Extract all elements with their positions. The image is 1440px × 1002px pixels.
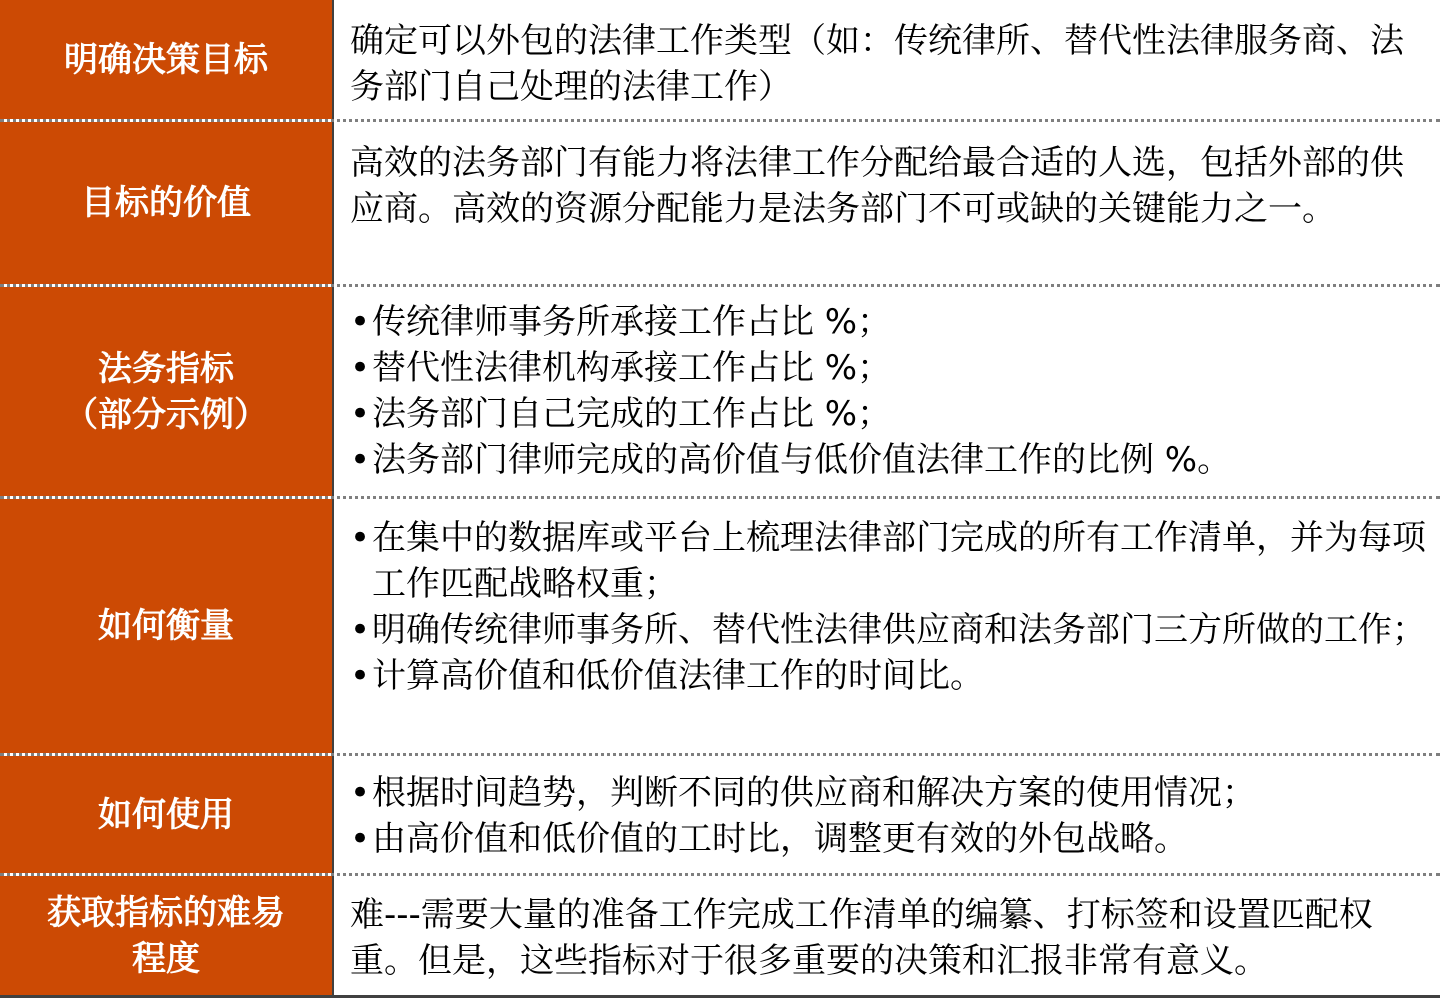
list-item-text: 明确传统律师事务所、替代性法律供应商和法务部门三方所做的工作； [372, 610, 1426, 650]
list-item [350, 770, 1426, 816]
bullet-icon: • [350, 610, 371, 650]
list-item-text: 替代性法律机构承接工作占比 %； [372, 348, 892, 388]
row-legal-metrics [0, 287, 1440, 499]
row-text: 确定可以外包的法律工作类型（如：传统律所、替代性法律服务商、法务部门自己处理的法律工作） [350, 21, 1404, 107]
bullet-icon: • [350, 819, 371, 859]
row-label [0, 876, 332, 995]
bullet-icon: • [350, 518, 371, 558]
row-label [0, 0, 332, 119]
list-item-text: 计算高价值和低价值法律工作的时间比。 [372, 656, 984, 696]
list-item [350, 607, 1426, 653]
bullet-icon: • [350, 440, 371, 480]
list-item-text: 在集中的数据库或平台上梳理法律部门完成的所有工作清单，并为每项工作匹配战略权重； [372, 518, 1426, 604]
bullet-icon: • [350, 348, 371, 388]
bullet-list [350, 770, 1426, 862]
row-text: 高效的法务部门有能力将法律工作分配给最合适的人选，包括外部的供应商。高效的资源分配能力是法务部门不可或缺的关键能力之一。 [350, 143, 1404, 229]
row-label-text: 法务指标 [98, 348, 234, 389]
row-label-text: （部分示例） [64, 394, 268, 435]
bullet-icon: • [350, 773, 371, 813]
row-goal-value [0, 122, 1440, 287]
list-item-text: 根据时间趋势，判断不同的供应商和解决方案的使用情况； [372, 773, 1256, 813]
bullet-icon: • [350, 394, 371, 434]
list-item [350, 437, 1426, 483]
list-item-text: 由高价值和低价值的工时比，调整更有效的外包战略。 [372, 819, 1188, 859]
list-item [350, 299, 1426, 345]
row-text: 难---需要大量的准备工作完成工作清单的编纂、打标签和设置匹配权重。但是，这些指标对于很多重要的决策和汇报非常有意义。 [350, 895, 1373, 981]
row-content [332, 876, 1440, 995]
row-decision-goal [0, 0, 1440, 122]
bullet-icon: • [350, 656, 371, 696]
row-label-text: 目标的价值 [81, 183, 251, 223]
row-label-text: 如何衡量 [98, 606, 234, 646]
list-item [350, 345, 1426, 391]
row-label-text: 获取指标的难易 [47, 892, 285, 933]
bullet-icon: • [350, 302, 371, 342]
list-item-text: 法务部门自己完成的工作占比 %； [372, 394, 892, 434]
row-label-text: 如何使用 [98, 794, 234, 835]
list-item [350, 391, 1426, 437]
row-label [0, 756, 332, 873]
row-content [332, 499, 1440, 753]
row-content [332, 287, 1440, 496]
row-difficulty [0, 876, 1440, 998]
row-how-to-measure [0, 499, 1440, 756]
list-item [350, 653, 1426, 699]
row-how-to-use [0, 756, 1440, 876]
list-item-text: 法务部门律师完成的高价值与低价值法律工作的比例 %。 [372, 440, 1232, 480]
row-content [332, 122, 1440, 284]
list-item-text: 传统律师事务所承接工作占比 %； [372, 302, 892, 342]
row-label-text: 程度 [132, 938, 200, 979]
row-label [0, 287, 332, 496]
bullet-list [350, 299, 1426, 483]
bullet-list [350, 515, 1426, 699]
row-content [332, 756, 1440, 873]
row-label-text: 明确决策目标 [64, 39, 268, 80]
row-label [0, 122, 332, 284]
row-label [0, 499, 332, 753]
list-item [350, 515, 1426, 607]
list-item [350, 816, 1426, 862]
row-content [332, 0, 1440, 119]
